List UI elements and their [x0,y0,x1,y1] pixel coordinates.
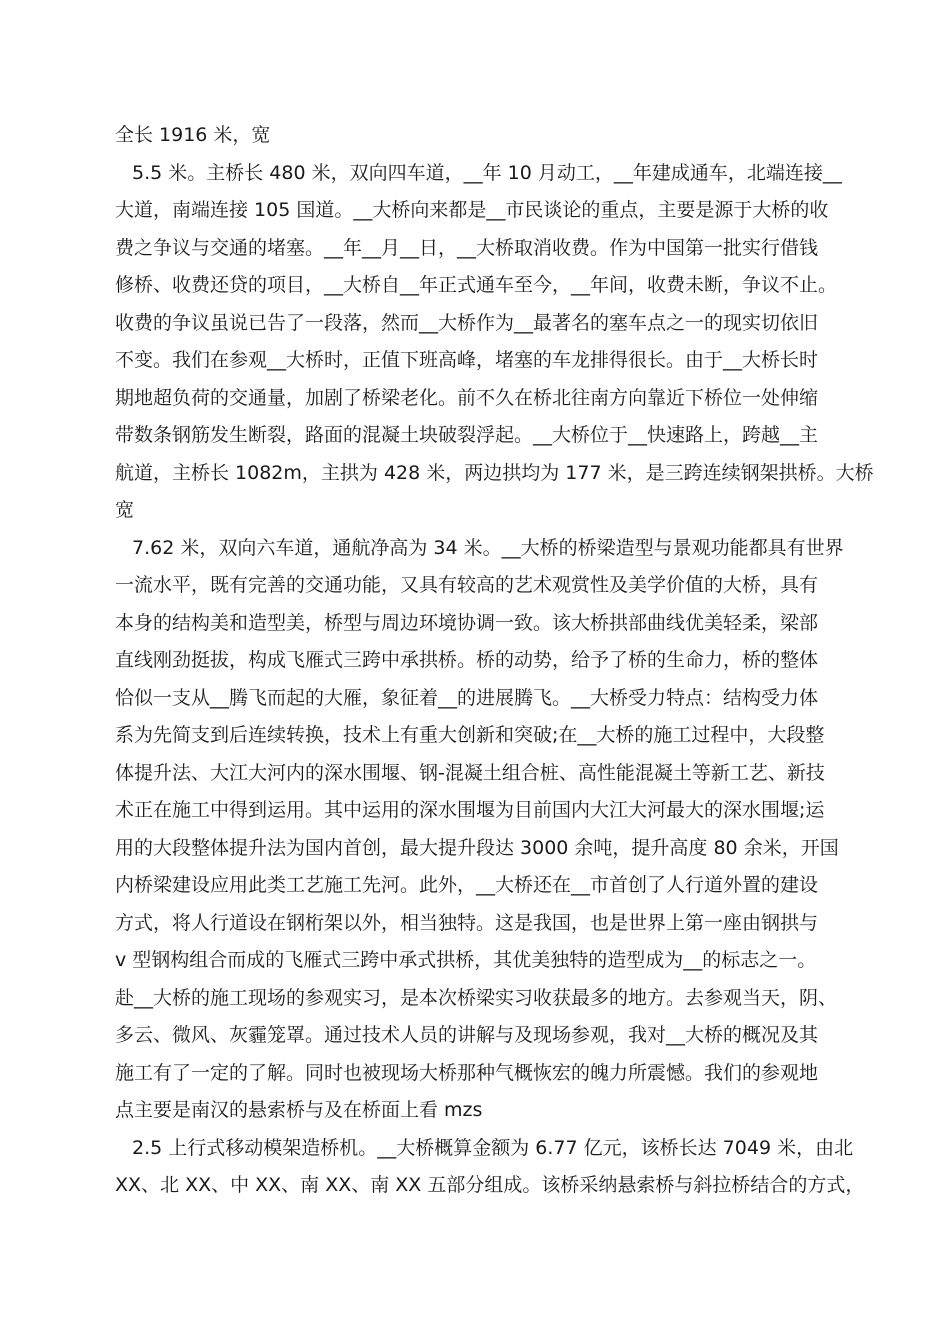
text-line: 直线刚劲挺拔，构成飞雁式三跨中承拱桥。桥的动势，给予了桥的生命力，桥的整体 [115,649,819,671]
text-line: 本身的结构美和造型美，桥型与周边环境协调一致。该大桥拱部曲线优美轻柔，梁部 [115,611,819,634]
text-line: 2.5 上行式移动模架造桥机。__大桥概算金额为 6.77 亿元，该桥长达 7049 米，由北 [132,1136,854,1159]
text-line: 恰似一支从__腾飞而起的大雁，象征着__的进展腾飞。__大桥受力特点：结构受力体 [115,686,819,709]
text-line: 不变。我们在参观__大桥时，正值下班高峰，堵塞的车龙排得很长。由于__大桥长时 [115,349,819,371]
text-line: 体提升法、大江大河内的深水围堰、钢-混凝土组合桩、高性能混凝土等新工艺、新技 [115,761,825,784]
text-line: 修桥、收费还贷的项目，__大桥自__年正式通车至今，__年间，收费未断，争议不止。 [115,274,838,296]
text-line: XX、北 XX、中 XX、南 XX、南 XX 五部分组成。该桥采纳悬索桥与斜拉桥结合的方式， [115,1174,865,1196]
text-line: v 型钢构组合而成的飞雁式三跨中承式拱桥，其优美独特的造型成为__的标志之一。 [115,949,817,971]
text-line: 带数条钢筋发生断裂，路面的混凝土块破裂浮起。__大桥位于__快速路上，跨越__主 [115,424,819,446]
text-line: 用的大段整体提升法为国内首创，最大提升段达 3000 余吨，提升高度 80 余米，开国 [115,836,839,859]
text-line: 术正在施工中得到运用。其中运用的深水围堰为目前国内大江大河最大的深水围堰;运 [115,799,825,821]
text-line: 费之争议与交通的堵塞。__年__月__日，__大桥取消收费。作为中国第一批实行借钱 [115,236,819,259]
text-line: 多云、微风、灰霾笼罩。通过技术人员的讲解与及现场参观，我对__大桥的概况及其 [115,1024,819,1046]
body-text [115,117,874,1205]
text-line: 施工有了一定的了解。同时也被现场大桥那种气概恢宏的魄力所震憾。我们的参观地 [115,1061,819,1084]
text-line: 赴__大桥的施工现场的参观实习，是本次桥梁实习收获最多的地方。去参观当天，阴、 [115,986,838,1009]
text-line: 大道，南端连接 105 国道。__大桥向来都是__市民谈论的重点，主要是源于大桥的收 [115,199,829,221]
text-line: 宽 [115,499,135,521]
text-line: 方式，将人行道设在钢桁架以外，相当独特。这是我国，也是世界上第一座由钢拱与 [115,911,819,934]
text-line: 收费的争议虽说已告了一段落，然而__大桥作为__最著名的塞车点之一的现实切依旧 [115,311,819,334]
text-line: 期地超负荷的交通量，加剧了桥梁老化。前不久在桥北往南方向靠近下桥位一处伸缩 [115,386,819,409]
text-line: 内桥梁建设应用此类工艺施工先河。此外，__大桥还在__市首创了人行道外置的建设 [115,874,819,896]
text-line: 一流水平，既有完善的交通功能，又具有较高的艺术观赏性及美学价值的大桥，具有 [115,574,819,596]
text-line: 全长 1916 米，宽 [115,124,271,146]
text-line: 系为先简支到后连续转换，技术上有重大创新和突破;在__大桥的施工过程中，大段整 [115,724,825,746]
text-line: 5.5 米。主桥长 480 米，双向四车道，__年 10 月动工，__年建成通车，北端连接__ [132,161,842,184]
text-line: 航道，主桥长 1082m，主拱为 428 米，两边拱均为 177 米，是三跨连续钢架拱桥。大桥 [115,461,874,484]
text-line: 7.62 米，双向六车道，通航净高为 34 米。__大桥的桥梁造型与景观功能都具有世界 [132,536,844,559]
text-line: 点主要是南汉的悬索桥与及在桥面上看 mzs [115,1099,483,1121]
